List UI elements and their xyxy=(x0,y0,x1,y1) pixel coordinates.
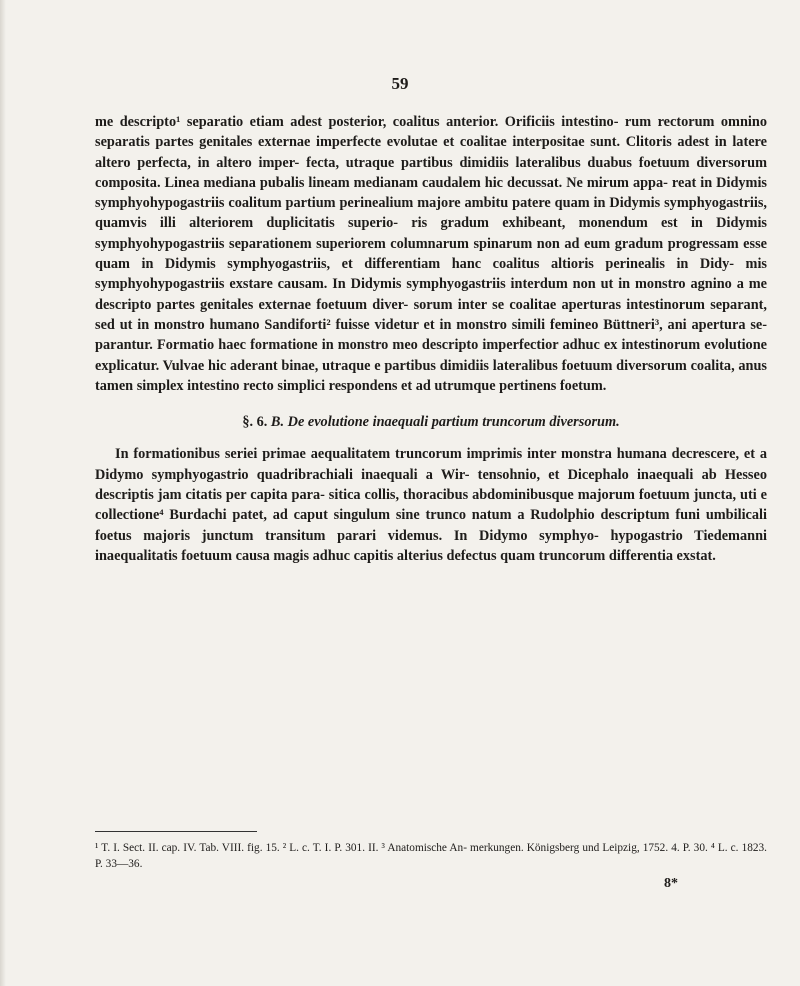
main-text xyxy=(95,112,767,566)
signature-mark: 8* xyxy=(664,876,678,891)
footnotes: ¹ T. I. Sect. II. cap. IV. Tab. VIII. fig. 15. ² L. c. T. I. P. 301. II. ³ Anatomische An- merkungen. Königsberg und Leipzig, 1752. 4. P. 30. ⁴ L. c. 1823. P. 33—36. xyxy=(95,842,767,870)
footnote-rule xyxy=(95,831,257,832)
page-number: 59 xyxy=(391,74,409,93)
paragraph-1: me descripto¹ separatio etiam adest posterior, coalitus anterior. Orificiis intestino- rum rectorum omnino separatis partes genitales externae imperfecte evolutae et coalitae interpositae sunt. Clitoris adest in latere altero perfecta, in altero imper- fecta, utraque partibus dimidiis lateralibus duabus foetuum diversorum composita. Linea mediana pubalis lineam medianam caudalem hic decussat. Ne mirum appa- reat in Didymis symphyohypogastriis coalitum partium perinealium majore ambitu patere quam in Didymis symphyogastriis, quamvis illi alteriorem duplicitatis superio- ris gradum exhibeant, monendum est in Didymis symphyohypogastriis separationem superiorem columnarum spinarum non ad eum gradum progressam esse quam in Didymis symphyogastriis, et differentiam hanc coalitus altioris perinealis in Didy- mis symphyohypogastriis exstare causam. In Didymis symphyogastriis interdum non ut in monstro agnino a me descripto partes genitales externae foetuum diver- sorum inter se coalitae aperturas intestinorum separant, sed ut in monstro humano Sandiforti² fuisse videtur et in monstro simili femineo Büttneri³, ani apertura se- parantur. Formatio haec formatione in monstro meo descripto imperfectior adhuc ex intestinorum evolutione explicatur. Vulvae hic aderant binae, utraque e partibus dimidiis lateralibus foetuum diversorum coalita, anus tamen simplex intestino recto simplici respondens et ad utrumque pertinens foetum. xyxy=(95,114,767,394)
section-heading xyxy=(95,412,767,432)
scan-edge-shadow xyxy=(0,0,6,986)
section-letter: B. xyxy=(270,414,285,431)
paragraph-2: In formationibus seriei primae aequalitatem truncorum imprimis inter monstra humana decrescere, et a Didymo symphyogastrio quadribrachiali inaequali a Wir- tensohnio, et Dicephalo inaequali ab Hesseo descriptis jam citatis per capita para- sitica collis, thoracibus abdominibusque majorum foetuum juncta, uti e collectione⁴ Burdachi patet, ad caput singulum sine trunco natum a Rudolphio descriptum funi umbilicali foetus majoris junctum transitum parari videmus. In Didymo symphyo- hypogastrio Tiedemanni inaequalitatis foetuum causa magis adhuc capitis alterius defectus quam truncorum differentia exstat. xyxy=(95,446,767,564)
section-title: De evolutione inaequali partium truncorum diversorum. xyxy=(287,414,620,431)
section-number: §. 6. xyxy=(242,414,268,431)
